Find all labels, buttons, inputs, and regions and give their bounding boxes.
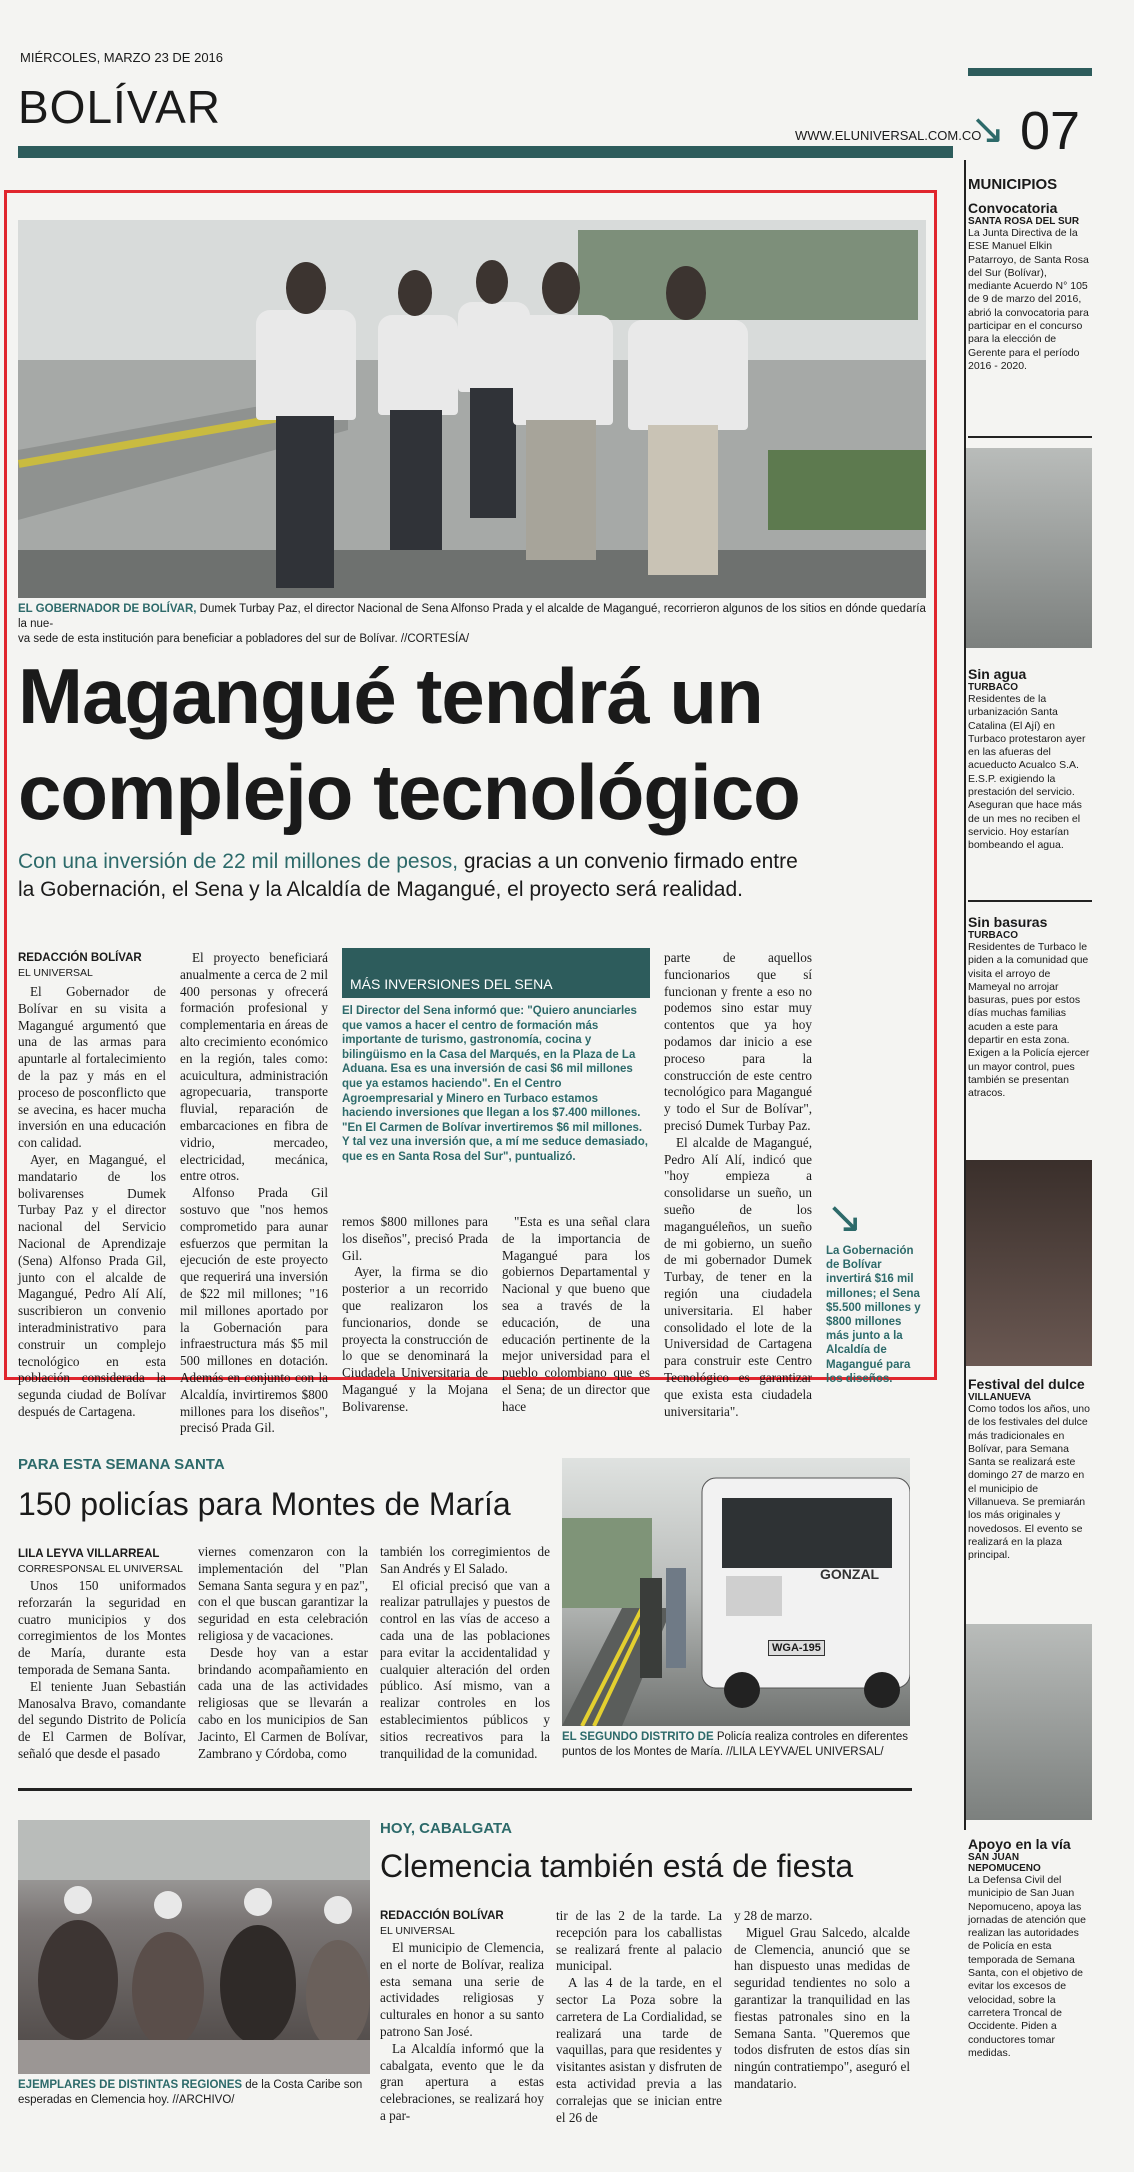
person-legs bbox=[470, 388, 516, 518]
sidebar-item-title: Sin basuras bbox=[968, 914, 1048, 930]
sidebar-item-title: Festival del dulce bbox=[968, 1376, 1085, 1392]
story2-column-1 bbox=[18, 1578, 186, 1763]
paragraph: Miguel Grau Salcedo, alcalde de Clemencia, anunció que se han dispuesto unas medidas de seguridad tendientes no solo a garantizar la tranquilidad en las fiestas patronales sino en la Semana Santa. "Queremos que todos disfruten de estos días sin ningún contratiempo", aseguró el mandatario. bbox=[734, 1924, 910, 2091]
person-governor bbox=[256, 310, 356, 420]
van-plate: WGA-195 bbox=[768, 1640, 825, 1656]
subhead-text-2: la Gobernación, el Sena y la Alcaldía de Magangué, el proyecto será realidad. bbox=[18, 878, 743, 901]
sidebar-item-sin-agua bbox=[968, 666, 1092, 853]
sidebar-item-festival bbox=[968, 1376, 1092, 1563]
person-mayor bbox=[628, 320, 748, 430]
story2-column-3 bbox=[380, 1544, 550, 1762]
paragraph: Ayer, en Magangué, el mandatario de los bolivarenses Dumek Turbay Paz y el director nacional del Servicio Nacional de Aprendizaje (Sena) Alfonso Prada Gil, junto con el alcalde de Magangué, Pedro Alí Alí, suscribieron un convenio interadministrativo para construir un complejo tecnológico en esta población considerada la segunda ciudad de Bolívar después de Cartagena. bbox=[18, 1151, 166, 1419]
story2-byline: LILA LEYVA VILLARREAL bbox=[18, 1548, 160, 1560]
caption-text: Dumek Turbay Paz, el director Nacional de Sena Alfonso Prada y el alcalde de Magangué, recorrieron algunos de los sitios en dónde quedaría la nue- bbox=[18, 603, 926, 630]
caption-lead: EJEMPLARES DE DISTINTAS REGIONES bbox=[18, 2079, 243, 2091]
sidebar-item-title: Apoyo en la vía bbox=[968, 1836, 1071, 1852]
paragraph: El teniente Juan Sebastián Manosalva Bravo, comandante del segundo Distrito de Policía de El Carmen de Bolívar, señaló que desde el pasado bbox=[18, 1678, 186, 1761]
headline-line-1: Magangué tendrá un bbox=[18, 652, 763, 740]
sidebar-item-place: SANTA ROSA DEL SUR bbox=[968, 216, 1080, 227]
sidebox-title: MÁS INVERSIONES DEL SENA bbox=[342, 948, 650, 998]
story2-column-2 bbox=[198, 1544, 368, 1762]
person-head bbox=[666, 266, 706, 320]
paragraph: El alcalde de Magangué, Pedro Alí Alí, indicó que "hoy empieza a consolidarse un sueño, un sueño de los maganguéleños, un sueño de mi gobierno, un sueño de mi gobernador Dumek Turbay, de tener en la región una ciudadela universitaria. El haber consolidado el lote de la Universidad de Cartagena para construir este Centro Tecnológico es garantizar que exista esta ciudadela universitaria". bbox=[664, 1134, 812, 1419]
issue-date: MIÉRCOLES, MARZO 23 DE 2016 bbox=[20, 50, 224, 65]
caption-lead: EL SEGUNDO DISTRITO DE bbox=[562, 1731, 714, 1743]
sidebar-photo-water bbox=[966, 448, 1092, 648]
paragraph: parte de aquellos funcionarios que sí funcionan y frente a eso no podemos sino estar muy contentos que ya hoy podamos dar inicio a ese proceso para la construcción de este centro tecnológico para Magangué y todo el Sur de Bolívar", precisó Dumek Turbay Paz. bbox=[664, 950, 812, 1133]
story3-column-3 bbox=[734, 1908, 910, 2093]
sidebar-photo-via bbox=[966, 1624, 1092, 1820]
sidebar-title: MUNICIPIOS bbox=[968, 176, 1058, 193]
paragraph: Alfonso Prada Gil sostuvo que "nos hemos comprometido para aunar esfuerzos que permitan la ejecución de este proyecto que requerirá una inversión de $22 mil millones; "16 mil millones aportado por la Gobernación para infraestructura más $5 mil 500 millones en dotación. Además en conjunto con la Alcaldía, invirtiremos $800 millones para los diseños", precisó Prada Gil. bbox=[180, 1185, 328, 1436]
sidebar-item-text: Residentes de Turbaco le piden a la comunidad que visita el arroyo de Mameyal no arrojar basuras, pues por estos días muchas familias acuden a este para departir en esta zona. Exigen a la Policía ejercer un mayor control, pues también se presentan atracos. bbox=[968, 941, 1090, 1100]
person-legs bbox=[648, 425, 718, 575]
story3-headline: Clemencia también está de fiesta bbox=[380, 1848, 854, 1884]
story3-column-2 bbox=[556, 1908, 722, 2126]
van-label: GONZAL bbox=[820, 1566, 880, 1582]
main-column-4 bbox=[502, 1214, 650, 1416]
person-head bbox=[286, 262, 326, 314]
paragraph: viernes comenzaron con la implementación del "Plan Semana Santa segura y en paz", con el que buscan garantizar la seguridad en esta celebración religiosa y de vacaciones. bbox=[198, 1544, 368, 1643]
person-head bbox=[476, 260, 508, 304]
caption-text: de la Costa Caribe son esperadas en Clemencia hoy. //ARCHIVO/ bbox=[18, 2079, 363, 2106]
page-number: 07 bbox=[1020, 101, 1081, 161]
main-story-photo bbox=[18, 220, 926, 598]
headline-line-2: complejo tecnológico bbox=[18, 748, 800, 836]
sidebar-rule bbox=[968, 900, 1092, 902]
site-url[interactable]: WWW.ELUNIVERSAL.COM.CO bbox=[795, 128, 982, 143]
main-subhead bbox=[18, 848, 918, 904]
sidebox-text: El Director del Sena informó que: "Quiero anunciarles que vamos a hacer el centro de formación más importante de turismo, gastronomía, cocina y bilingüismo en la Casa del Marqués, en la Plaza de La Aduana. Esa es una inversión de casi $6 mil millones que ya estamos haciendo". En el Centro Agroempresarial y Minero en Turbaco estamos haciendo inversiones que llegan a los $7.400 millones. "En El Carmen de Bolívar invertiremos $6 mil millones. Y tal vez una inversión que, a mí me seduce demasiado, que es en Santa Rosa del Sur", puntualizó. bbox=[342, 1005, 648, 1163]
main-column-2 bbox=[180, 950, 328, 1437]
main-column-3 bbox=[342, 1214, 488, 1416]
paragraph: y 28 de marzo. bbox=[734, 1908, 813, 1923]
sidebar-item-text: La Defensa Civil del municipio de San Juan Nepomuceno, apoya las jornadas de atención que realizan las autoridades de Policía en esta temporada de Semana Santa, con el objetivo de evitar los excesos de velocidad, sobre la carretera Troncal de Occidente. Piden a conductores tomar medidas. bbox=[968, 1874, 1086, 2059]
van-scene bbox=[562, 1458, 910, 1726]
arrow-down-right-icon: ↘ bbox=[970, 105, 1006, 152]
person-head bbox=[398, 270, 432, 316]
caption-lead: EL GOBERNADOR DE BOLÍVAR, bbox=[18, 603, 197, 615]
main-byline: REDACCIÓN BOLÍVAR bbox=[18, 952, 142, 964]
sidebar-item-place: SAN JUAN NEPOMUCENO bbox=[968, 1852, 1041, 1874]
paragraph: Unos 150 uniformados reforzarán la seguridad en cuatro municipios y dos corregimientos de los Montes de María, durante esta temporada de Semana Santa. bbox=[18, 1578, 186, 1677]
story3-photo-caption bbox=[18, 2078, 370, 2108]
paragraph: tir de las 2 de la tarde. La recepción para los caballistas se realizará frente al palacio municipal. bbox=[556, 1908, 722, 1974]
person-4 bbox=[513, 315, 613, 425]
story3-photo bbox=[18, 1820, 370, 2074]
sidebar-item-text: Como todos los años, uno de los festivales del dulce más tradicionales en Bolívar, para Semana Santa se realizará este domingo 27 de marzo en el municipio de Villanueva. Se premiarán los más originales y novedosos. El evento se realizará en la plaza principal. bbox=[968, 1403, 1090, 1562]
pull-quote: La Gobernación de Bolívar invertirá $16 mil millones; el Sena $5.500 millones y $800 millones más junto a la Alcaldía de Magangué para los diseños. bbox=[826, 1245, 921, 1385]
subhead-highlight: Con una inversión de 22 mil millones de pesos, bbox=[18, 850, 459, 873]
main-photo-caption bbox=[18, 602, 926, 647]
sidebar-item-convocatoria bbox=[968, 200, 1092, 373]
person-legs bbox=[390, 410, 442, 550]
arrow-down-right-icon: ↘ bbox=[826, 1193, 863, 1242]
sidebar-item-place: TURBACO bbox=[968, 930, 1018, 941]
sidebar-item-apoyo bbox=[968, 1836, 1092, 2060]
sidebar-item-sin-basuras bbox=[968, 914, 1092, 1101]
sidebar-item-text: Residentes de la urbanización Santa Catalina (El Ají) en Turbaco protestaron ayer en las afueras del acueducto Acualco S.A. E.S.P. exigiendo la prestación del servicio. Aseguran que hace más de un mes no reciben el servicio. Hoy estarían bombeando el agua. bbox=[968, 693, 1086, 852]
caption-text-2: va sede de esta institución para beneficiar a pobladores del sur de Bolívar. //CORTESÍA/ bbox=[18, 633, 470, 645]
sidebar-item-place: VILLANUEVA bbox=[968, 1392, 1032, 1403]
story2-photo-caption bbox=[562, 1730, 912, 1760]
paragraph: "Esta es una señal clara de la importancia de Magangué para los gobiernos Departamental y Nacional y que bueno que sea a través de la educación, de una educación pertinente de la mejor universidad para el pueblo colombiano que es el Sena; de un director que hace bbox=[502, 1214, 650, 1414]
section-divider bbox=[18, 1788, 912, 1791]
person-2 bbox=[378, 315, 458, 415]
cabalgata-scene bbox=[18, 1820, 370, 2074]
header-rule-right bbox=[968, 68, 1092, 76]
sidebar-rule bbox=[968, 436, 1092, 438]
story3-byline: REDACCIÓN BOLÍVAR bbox=[380, 1910, 504, 1922]
main-headline bbox=[18, 648, 918, 840]
header-rule bbox=[18, 146, 953, 158]
main-column-1 bbox=[18, 984, 166, 1421]
main-column-5 bbox=[664, 950, 812, 1420]
sidebar-divider bbox=[964, 160, 966, 1830]
paragraph: El municipio de Clemencia, en el norte de Bolívar, realiza esta semana una serie de actividades religiosas y culturales en honor a su santo patrono San José. bbox=[380, 1940, 544, 2039]
sidebar-item-title: Sin agua bbox=[968, 666, 1027, 682]
paragraph: El oficial precisó que van a realizar patrullajes y puestos de control en las vías de acceso a cada una de las poblaciones para evitar la accidentalidad y cualquier alteración del orden público. Así mismo, van a realizar controles en los establecimientos públicos y sitios recreativos para la tranquilidad de la comunidad. bbox=[380, 1577, 550, 1761]
story3-byline-org: EL UNIVERSAL bbox=[380, 1925, 455, 1937]
story2-byline-org: CORRESPONSAL EL UNIVERSAL bbox=[18, 1563, 183, 1575]
section-title: BOLÍVAR bbox=[18, 81, 221, 133]
sidebar-item-title: Convocatoria bbox=[968, 200, 1058, 216]
sidebar-item-place: TURBACO bbox=[968, 682, 1018, 693]
sidebar-item-text: La Junta Directiva de la ESE Manuel Elkin Patarroyo, de Santa Rosa del Sur (Bolívar), mediante Acuerdo N° 105 de 9 de marzo del 2016, abrió la convocatoria para participar en el concurso para la elección de Gerente para el período 2016 - 2020. bbox=[968, 227, 1089, 372]
person-legs bbox=[526, 420, 596, 560]
story3-column-1 bbox=[380, 1940, 544, 2125]
main-byline-org: EL UNIVERSAL bbox=[18, 967, 93, 979]
story2-kicker: PARA ESTA SEMANA SANTA bbox=[18, 1456, 225, 1473]
paragraph: El Gobernador de Bolívar en su visita a Magangué argumentó que una de las armas para apuntarle al fortalecimiento de la paz y más en el proceso de posconflicto que se avecina, es hacer mucha inversión en una educación con calidad. bbox=[18, 984, 166, 1151]
paragraph: La Alcaldía informó que la cabalgata, evento que le da gran apertura a estas celebraciones, se realizará hoy a par- bbox=[380, 2040, 544, 2123]
story2-photo bbox=[562, 1458, 910, 1726]
paragraph: Desde hoy van a estar brindando acompañamiento en cada una de las actividades religiosas que se llevarán a cabo en los municipios de San Jacinto, El Carmen de Bolívar, Zambrano y Córdoba, como bbox=[198, 1644, 368, 1761]
story2-headline: 150 policías para Montes de María bbox=[18, 1486, 511, 1522]
paragraph: remos $800 millones para los diseños", precisó Prada Gil. bbox=[342, 1214, 488, 1263]
subhead-text: gracias a un convenio firmado entre bbox=[458, 850, 798, 873]
sidebar-photo-dulce bbox=[966, 1160, 1092, 1366]
caption-text: Policía realiza controles en diferentes puntos de los Montes de María. //LILA LEYVA/EL UNIVERSAL/ bbox=[562, 1731, 908, 1758]
person-legs bbox=[276, 416, 334, 588]
paragraph: también los corregimientos de San Andrés y El Salado. bbox=[380, 1544, 550, 1576]
person-head bbox=[542, 262, 580, 314]
story3-kicker: HOY, CABALGATA bbox=[380, 1820, 512, 1837]
paragraph: El proyecto beneficiará anualmente a cerca de 2 mil 400 personas y ofrecerá formación profesional y complementaria en áreas de alto crecimiento económico en la región, tales como: acuicultura, administración agropecuaria, transporte fluvial, reparación de embarcaciones en fibra de vidrio, mercadeo, electricidad, mecánica, entre otros. bbox=[180, 950, 328, 1184]
paragraph: Ayer, la firma se dio posterior a un recorrido que realizaron los funcionarios, donde se proyecta la construcción de lo que se denominará la Ciudadela Universitaria de Magangué y la Mojana Bolivarense. bbox=[342, 1264, 488, 1414]
paragraph: A las 4 de la tarde, en el sector La Poza sobre la carretera de La Cordialidad, se realizará una tarde de vaquillas, para que residentes y visitantes asistan y disfruten de esta actividad previa a las corralejas que se inician entre el 26 de bbox=[556, 1975, 722, 2125]
